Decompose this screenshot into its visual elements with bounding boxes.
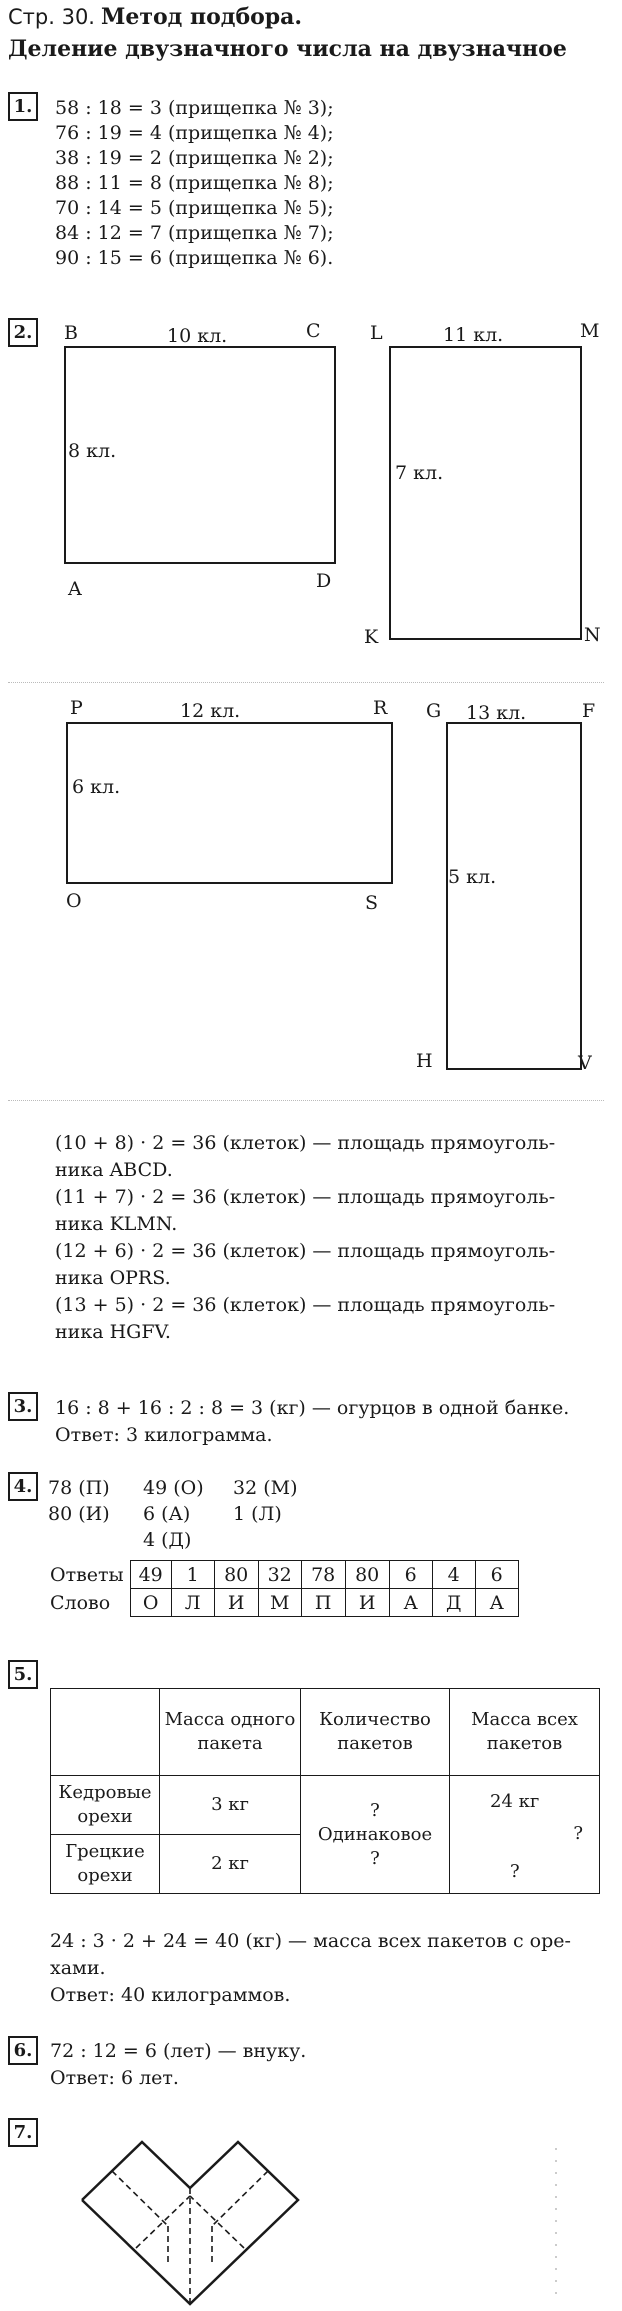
task-1-line: 90 : 15 = 6 (прищепка № 6).	[55, 247, 334, 269]
vertex-f: F	[582, 700, 596, 722]
answer-cell: 4	[432, 1561, 475, 1589]
walnut-question: ?	[510, 1861, 520, 1882]
letter-cell: Л	[171, 1589, 214, 1617]
vertex-d: D	[316, 570, 332, 592]
task-2-line: ника OPRS.	[55, 1267, 171, 1289]
width-label-oprs: 12 кл.	[180, 700, 241, 722]
task-5-number: 5.	[8, 1660, 38, 1689]
header-count: Количество пакетов	[301, 1689, 450, 1776]
task-3-line: Ответ: 3 килограмма.	[55, 1424, 273, 1446]
letter-cell: Д	[432, 1589, 475, 1617]
task-4-item: 78 (П)	[48, 1477, 110, 1499]
word-label: Слово	[50, 1591, 111, 1614]
rectangle-oprs	[66, 722, 393, 884]
height-label-abcd: 8 кл.	[68, 440, 117, 462]
count-question: ?	[370, 1799, 380, 1821]
task-4-column-3	[233, 1475, 298, 1527]
task-5-line: 24 : 3 · 2 + 24 = 40 (кг) — масса всех пакетов с оре-	[50, 1930, 571, 1952]
task-1-line: 58 : 18 = 3 (прищепка № 3);	[55, 97, 334, 119]
cedar-mass: 3 кг	[160, 1776, 301, 1835]
header-mass-all: Масса всех пакетов	[450, 1689, 600, 1776]
cedar-label: Кедровые орехи	[51, 1776, 160, 1835]
answer-cell: 78	[301, 1561, 345, 1589]
vertex-c: C	[306, 320, 321, 342]
task-6-solution	[50, 2038, 306, 2092]
task-4-item: 80 (И)	[48, 1503, 110, 1525]
letter-cell: И	[214, 1589, 258, 1617]
task-6-number: 6.	[8, 2036, 38, 2065]
task-7-number: 7.	[8, 2118, 38, 2147]
task-6-line: 72 : 12 = 6 (лет) — внуку.	[50, 2040, 307, 2062]
corner-cell	[51, 1689, 160, 1776]
vertex-b: B	[64, 322, 78, 344]
cedar-row	[51, 1776, 600, 1835]
task-4-item: 4 (Д)	[143, 1529, 192, 1551]
nuts-table	[50, 1688, 600, 1894]
task-4-column-2	[143, 1475, 204, 1553]
answers-row	[50, 1561, 518, 1589]
page-header	[8, 6, 302, 30]
answer-cell: 49	[130, 1561, 171, 1589]
height-label-oprs: 6 кл.	[72, 776, 121, 798]
task-3-solution	[55, 1395, 569, 1449]
answer-cell: 80	[345, 1561, 389, 1589]
task-1-line: 70 : 14 = 5 (прищепка № 5);	[55, 197, 334, 219]
letter-cell: О	[130, 1589, 171, 1617]
task-1-line: 76 : 19 = 4 (прищепка № 4);	[55, 122, 334, 144]
task-4-item: 6 (А)	[143, 1503, 191, 1525]
vertex-n: N	[584, 624, 601, 646]
task-5-line: хами.	[50, 1957, 106, 1979]
answer-cell: 80	[214, 1561, 258, 1589]
task-4-item: 32 (М)	[233, 1477, 298, 1499]
task-2-line: ника KLMN.	[55, 1213, 178, 1235]
task-5-solution	[50, 1928, 571, 2009]
width-label-klmn: 11 кл.	[443, 324, 504, 346]
heart-figure	[60, 2108, 560, 2308]
vertex-p: P	[70, 697, 83, 719]
task-4-column-1	[48, 1475, 110, 1527]
vertex-s: S	[365, 892, 379, 914]
task-2-line: ника ABCD.	[55, 1159, 173, 1181]
task-1-solution	[55, 96, 334, 271]
answer-cell: 32	[258, 1561, 301, 1589]
height-label-hgfv: 5 кл.	[448, 866, 497, 888]
task-1-line: 84 : 12 = 7 (прищепка № 7);	[55, 222, 334, 244]
vertex-g: G	[426, 700, 442, 722]
vertex-k: K	[364, 626, 379, 648]
walnut-mass: 2 кг	[160, 1835, 301, 1894]
count-question: ?	[370, 1847, 380, 1869]
task-1-line: 88 : 11 = 8 (прищепка № 8);	[55, 172, 334, 194]
task-2-line: (12 + 6) · 2 = 36 (клеток) — площадь прямоуголь-	[55, 1240, 556, 1262]
total-cell	[450, 1776, 600, 1894]
answer-cell: 6	[475, 1561, 518, 1589]
task-2-number: 2.	[8, 318, 38, 347]
task-1-line: 38 : 19 = 2 (прищепка № 2);	[55, 147, 334, 169]
nuts-header-row	[51, 1689, 600, 1776]
task-2-line: (11 + 7) · 2 = 36 (клеток) — площадь прямоуголь-	[55, 1186, 556, 1208]
task-4-item: 1 (Л)	[233, 1503, 282, 1525]
vertex-r: R	[373, 697, 388, 719]
letter-cell: И	[345, 1589, 389, 1617]
count-cell	[301, 1776, 450, 1894]
vertex-v: V	[578, 1052, 592, 1074]
width-label-abcd: 10 кл.	[167, 325, 228, 347]
task-6-line: Ответ: 6 лет.	[50, 2067, 179, 2089]
word-row	[50, 1589, 518, 1617]
answers-label: Ответы	[50, 1563, 124, 1586]
rectangle-klmn	[389, 346, 582, 640]
task-2-line: (10 + 8) · 2 = 36 (клеток) — площадь прямоуголь-	[55, 1132, 556, 1154]
letter-cell: М	[258, 1589, 301, 1617]
task-4-item: 49 (О)	[143, 1477, 204, 1499]
letter-cell: А	[475, 1589, 518, 1617]
total-question: ?	[573, 1823, 583, 1844]
walnut-label: Грецкие орехи	[51, 1835, 160, 1894]
task-1-number: 1.	[8, 92, 38, 121]
letter-cell: П	[301, 1589, 345, 1617]
letter-cell: А	[389, 1589, 432, 1617]
task-4-number: 4.	[8, 1472, 38, 1501]
cut-line	[212, 2171, 268, 2226]
task-2-solution	[55, 1130, 555, 1346]
task-3-line: 16 : 8 + 16 : 2 : 8 = 3 (кг) — огурцов в одной банке.	[55, 1397, 570, 1419]
answer-cell: 6	[389, 1561, 432, 1589]
task-5-line: Ответ: 40 килограммов.	[50, 1984, 291, 2006]
answer-cell: 1	[171, 1561, 214, 1589]
vertex-o: O	[66, 890, 82, 912]
task-3-number: 3.	[8, 1392, 38, 1421]
header-mass-one: Масса одного пакета	[160, 1689, 301, 1776]
answer-word-table	[50, 1560, 519, 1617]
cut-line	[112, 2171, 168, 2226]
vertex-l: L	[370, 322, 383, 344]
height-label-klmn: 7 кл.	[395, 462, 444, 484]
section-subtitle: Деление двузначного числа на двузначное	[8, 36, 567, 62]
task-2-line: (13 + 5) · 2 = 36 (клеток) — площадь прямоуголь-	[55, 1294, 556, 1316]
section-title: Метод подбора.	[101, 4, 303, 30]
scan-edge	[8, 1100, 604, 1101]
vertex-a: A	[68, 578, 82, 600]
page-number: Стр. 30.	[8, 5, 95, 29]
vertex-m: M	[580, 320, 600, 342]
width-label-hgfv: 13 кл.	[466, 702, 527, 724]
count-same: Одинаковое	[317, 1823, 433, 1845]
total-cedar: 24 кг	[490, 1791, 540, 1812]
task-2-line: ника HGFV.	[55, 1321, 171, 1343]
rectangle-hgfv	[446, 722, 582, 1070]
vertex-h: H	[416, 1050, 433, 1072]
scan-edge	[8, 682, 604, 683]
